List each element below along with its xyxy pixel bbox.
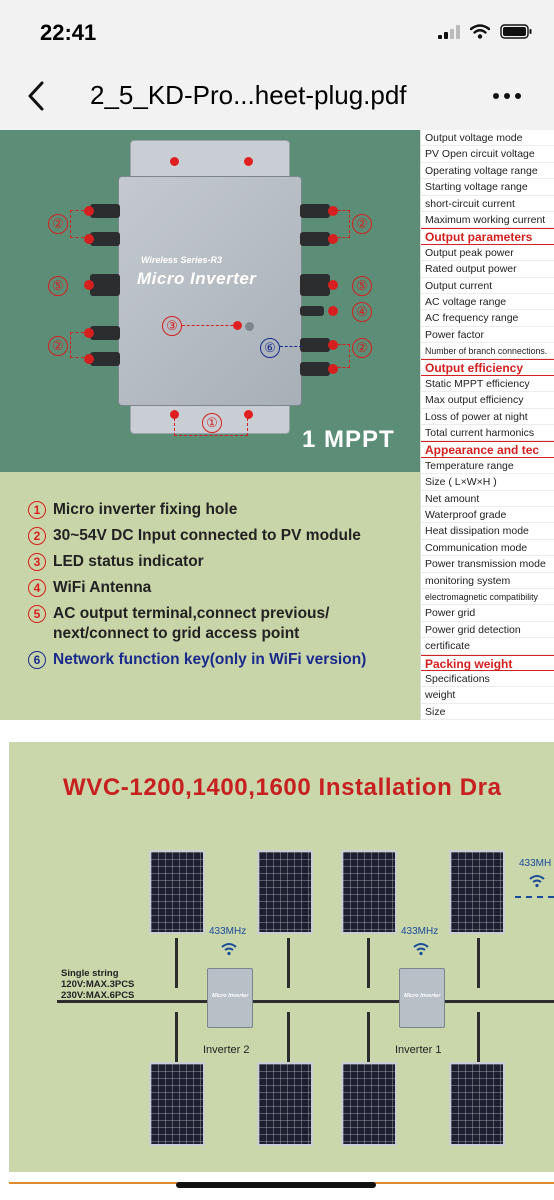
inverter-photo — [0, 130, 420, 472]
frequency-label: 433MHz — [209, 926, 247, 937]
spec-row: Output peak power — [421, 245, 554, 261]
callout-leader — [338, 210, 350, 238]
more-dot-icon — [515, 93, 521, 99]
frequency-label: 433MH — [519, 858, 552, 869]
feature-number: 1 — [28, 501, 46, 519]
feature-item — [28, 500, 418, 520]
network-function-key — [245, 322, 254, 331]
mounting-hole-marker — [170, 157, 179, 166]
callout-2-right-top: ② — [352, 214, 372, 234]
document-title: 2_5_KD-Pro...heet-plug.pdf — [90, 80, 407, 110]
solar-panel — [449, 850, 505, 934]
feature-text: AC output terminal,connect previous/ next/connect to grid access point — [53, 605, 330, 642]
callout-3: ③ — [162, 316, 182, 336]
spec-row: Max output efficiency — [421, 392, 554, 408]
dc-input-connector — [90, 204, 120, 218]
inverter-body — [118, 176, 302, 406]
spec-row: Number of branch connections. — [421, 343, 554, 359]
spec-row: Temperature range — [421, 458, 554, 474]
feature-list — [28, 500, 418, 676]
wifi-antenna — [300, 306, 324, 316]
spec-row: Output current — [421, 278, 554, 294]
dc-input-connector — [90, 326, 120, 340]
cellular-signal-icon — [438, 25, 460, 39]
connector-marker — [84, 328, 94, 338]
spec-row: Output voltage mode — [421, 130, 554, 146]
drawing-title: WVC-1200,1400,1600 Installation Dra — [63, 774, 502, 801]
back-button[interactable] — [16, 76, 56, 116]
spec-section-header: Output parameters — [421, 228, 554, 244]
callout-2-left-bottom: ② — [48, 336, 68, 356]
solar-panel — [149, 850, 205, 934]
more-options-button[interactable] — [482, 76, 532, 116]
feature-number: 4 — [28, 579, 46, 597]
feature-number: 3 — [28, 553, 46, 571]
callout-5-right: ⑤ — [352, 276, 372, 296]
callout-leader — [70, 210, 84, 238]
solar-panel — [257, 850, 313, 934]
feature-item — [28, 526, 418, 546]
solar-panel — [449, 1062, 505, 1146]
callout-4-right: ④ — [352, 302, 372, 322]
inverter-2-label: Inverter 2 — [203, 1044, 250, 1056]
spec-row: monitoring system — [421, 573, 554, 589]
dc-cable — [175, 938, 178, 988]
spec-row: Static MPPT efficiency — [421, 376, 554, 392]
ac-output-connector — [90, 274, 120, 296]
spec-row: Operating voltage range — [421, 163, 554, 179]
connector-marker — [84, 206, 94, 216]
ac-output-connector — [300, 274, 330, 296]
feature-item — [28, 650, 418, 670]
connector-marker — [328, 340, 338, 350]
navigation-bar — [0, 62, 554, 130]
spec-row: certificate — [421, 638, 554, 654]
dc-input-connector — [300, 232, 330, 246]
dc-cable — [367, 1012, 370, 1062]
feature-item — [28, 604, 418, 644]
inverter-series-label: Wireless Series-R3 — [141, 255, 222, 265]
feature-item — [28, 552, 418, 572]
spec-section-header: Appearance and tec — [421, 441, 554, 457]
connector-marker — [84, 234, 94, 244]
dc-input-connector — [300, 204, 330, 218]
battery-icon — [500, 24, 532, 39]
inverter-small-name: Micro Inverter — [212, 993, 249, 999]
callout-5-left: ⑤ — [48, 276, 68, 296]
spec-row: electromagnetic compatibility — [421, 589, 554, 605]
spec-row: Size ( L×W×H ) — [421, 474, 554, 490]
feature-text: Network function key(only in WiFi version) — [53, 651, 367, 668]
callout-leader — [338, 344, 350, 368]
wireless-icon — [529, 874, 545, 888]
frequency-label: 433MHz — [401, 926, 439, 937]
top-mounting-bracket — [130, 140, 290, 180]
spec-row: Communication mode — [421, 540, 554, 556]
inverter-name-label: Micro Inverter — [137, 269, 257, 288]
feature-text: WiFi Antenna — [53, 579, 152, 596]
spec-row: Power transmission mode — [421, 556, 554, 572]
connector-marker — [84, 280, 94, 290]
spec-row: AC frequency range — [421, 310, 554, 326]
more-dot-icon — [493, 93, 499, 99]
spec-row: Total current harmonics — [421, 425, 554, 441]
callout-6: ⑥ — [260, 338, 280, 358]
feature-text: 30~54V DC Input connected to PV module — [53, 527, 361, 544]
callout-leader — [182, 325, 238, 326]
feature-number: 5 — [28, 605, 46, 623]
connector-marker — [84, 354, 94, 364]
dc-input-connector — [90, 232, 120, 246]
spec-row: short-circuit current — [421, 196, 554, 212]
spec-row: Power factor — [421, 327, 554, 343]
solar-panel — [341, 850, 397, 934]
connector-marker — [328, 364, 338, 374]
chevron-left-icon — [26, 81, 46, 111]
connector-marker — [328, 234, 338, 244]
spec-row: Loss of power at night — [421, 409, 554, 425]
status-icons — [438, 24, 532, 39]
spec-row: AC voltage range — [421, 294, 554, 310]
pdf-page-2 — [0, 720, 554, 1200]
dc-input-connector — [90, 352, 120, 366]
spec-row: Net amount — [421, 491, 554, 507]
solar-panel — [149, 1062, 205, 1146]
spec-row: Specifications — [421, 671, 554, 687]
callout-leader — [70, 332, 84, 358]
dc-cable — [287, 938, 290, 988]
spec-row: Power grid detection — [421, 622, 554, 638]
dc-cable — [175, 1012, 178, 1062]
spec-row: Waterproof grade — [421, 507, 554, 523]
home-indicator[interactable] — [176, 1182, 376, 1188]
spec-row: Heat dissipation mode — [421, 523, 554, 539]
feature-number: 6 — [28, 651, 46, 669]
callout-2-left-top: ② — [48, 214, 68, 234]
dc-cable — [477, 1012, 480, 1062]
inverter-1 — [399, 968, 445, 1028]
spec-row: weight — [421, 687, 554, 703]
spec-section-header: Output efficiency — [421, 359, 554, 375]
callout-2-right-bottom: ② — [352, 338, 372, 358]
wireless-icon — [221, 942, 237, 956]
solar-panel — [341, 1062, 397, 1146]
callout-leader — [280, 346, 302, 347]
spec-row: Size — [421, 704, 554, 720]
feature-text: Micro inverter fixing hole — [53, 501, 238, 518]
connector-marker — [328, 280, 338, 290]
mppt-label: 1 MPPT — [302, 426, 395, 453]
inverter-2 — [207, 968, 253, 1028]
dc-input-connector — [300, 362, 330, 376]
max-120v-label: 120V:MAX.3PCS — [61, 979, 135, 990]
dc-input-connector — [300, 338, 330, 352]
dc-cable — [367, 938, 370, 988]
spec-row: Rated output power — [421, 261, 554, 277]
callout-1: ① — [202, 413, 222, 433]
wifi-icon — [470, 24, 490, 39]
connector-marker — [328, 306, 338, 316]
single-string-label: Single string — [61, 968, 119, 979]
pdf-page-1 — [0, 130, 554, 720]
max-230v-label: 230V:MAX.6PCS — [61, 990, 135, 1001]
more-dot-icon — [504, 93, 510, 99]
solar-panel — [257, 1062, 313, 1146]
spec-row: Maximum working current — [421, 212, 554, 228]
wireless-link-dashes — [515, 896, 554, 898]
spec-row: Power grid — [421, 605, 554, 621]
dc-cable — [477, 938, 480, 988]
inverter-small-name: Micro Inverter — [404, 993, 441, 999]
feature-text: LED status indicator — [53, 553, 204, 570]
inverter-1-label: Inverter 1 — [395, 1044, 442, 1056]
spec-section-header: Packing weight — [421, 655, 554, 671]
feature-item — [28, 578, 418, 598]
mounting-hole-marker — [244, 157, 253, 166]
wireless-icon — [413, 942, 429, 956]
connector-marker — [328, 206, 338, 216]
dc-cable — [287, 1012, 290, 1062]
spec-row: PV Open circuit voltage — [421, 146, 554, 162]
installation-drawing — [9, 742, 554, 1172]
status-bar — [0, 0, 554, 62]
spec-row: Starting voltage range — [421, 179, 554, 195]
status-time: 22:41 — [40, 20, 97, 45]
feature-number: 2 — [28, 527, 46, 545]
spec-table — [420, 130, 554, 720]
